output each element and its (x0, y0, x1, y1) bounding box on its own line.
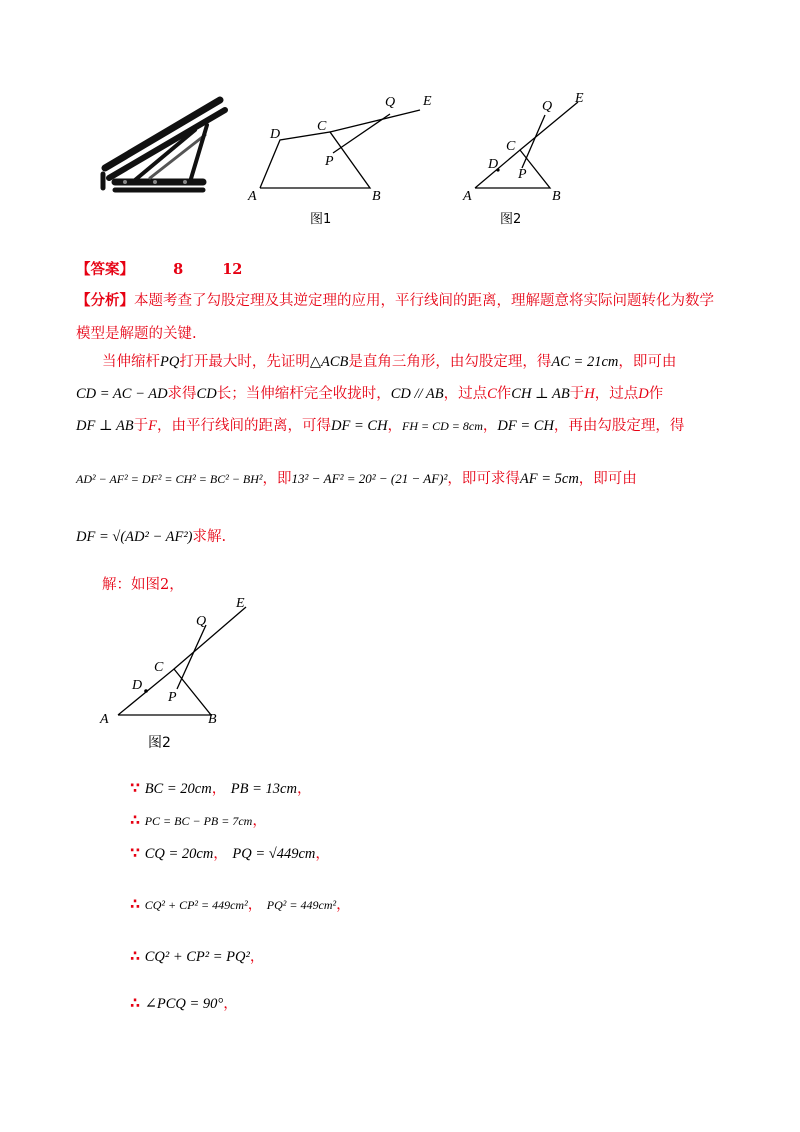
answer-value-1: 8 (173, 261, 184, 278)
analysis-l5-math-4: FH = CD = 8cm (402, 419, 483, 433)
analysis-text-1: 本题考查了勾股定理及其逆定理的应用，平行线间的距离，理解题意将实际问题转化为数学 (134, 293, 714, 309)
analysis-l3-math-3: AC = 21cm (551, 354, 619, 370)
step-3-sep: ， (213, 846, 228, 862)
analysis-label: 【分析】 (76, 292, 134, 309)
solution-step-6 (130, 992, 238, 1013)
analysis-line-7 (76, 525, 226, 546)
analysis-l4-g: 作 (648, 386, 664, 402)
analysis-l3-c: 是直角三角形，由勾股定理，得 (348, 354, 552, 370)
figure-2-diagram (460, 90, 595, 205)
analysis-l6-math-2: 13² − AF² = 20² − (21 − AF)² (291, 471, 448, 486)
step-4-end: ， (336, 897, 351, 913)
step-2-symbol: ∴ (130, 813, 141, 829)
step-1-end: ， (296, 781, 312, 797)
answer-line (76, 258, 242, 279)
step-1-sep: ， (211, 781, 227, 797)
analysis-l5-math-5: DF = CH (497, 418, 554, 434)
analysis-l6-c: ，即可由 (578, 471, 637, 487)
analysis-l5-b: ，由平行线间的距离，可得 (157, 418, 332, 434)
solution-step-4 (130, 893, 351, 914)
step-6-math: ∠PCQ = 90° (144, 996, 224, 1012)
step-3-math-2: PQ = √449cm (232, 846, 316, 862)
analysis-l4-a: 求得 (167, 386, 197, 402)
analysis-l4-f: ，过点 (594, 386, 639, 402)
analysis-line-1 (76, 289, 714, 310)
analysis-l4-math-3: CD // AB (390, 386, 444, 402)
step-1-math-2: PB = 13cm (230, 781, 297, 797)
fig2-label-P: P (518, 167, 527, 182)
fig1-label-D: D (270, 127, 281, 142)
sol-fig-label-Q: Q (196, 614, 207, 629)
fig2-label-D: D (488, 157, 499, 172)
analysis-l4-math-6: H (584, 386, 595, 402)
sol-fig-label-E: E (236, 596, 245, 611)
analysis-l4-math-5: CH ⊥ AB (511, 386, 570, 402)
sol-fig-label-C: C (154, 660, 164, 675)
solution-figure-2-diagram (96, 593, 266, 723)
analysis-l4-b: 长；当伸缩杆完全收拢时， (216, 386, 391, 402)
step-4-math: CQ² + CP² = 449cm² (144, 898, 248, 912)
fig2-label-A: A (463, 189, 472, 204)
analysis-l7-math-1: DF = √(AD² − AF²) (76, 529, 193, 545)
fig2-label-B: B (552, 189, 561, 204)
analysis-l3-d: ，即可由 (618, 354, 677, 370)
figure-row (95, 90, 615, 230)
analysis-l4-c: ，过点 (443, 386, 488, 402)
fig2-label-C: C (506, 139, 516, 154)
analysis-l3-math-1: PQ (160, 354, 180, 370)
analysis-l5-a: 于 (133, 418, 149, 434)
step-4-math-2: PQ² = 449cm² (266, 898, 337, 912)
analysis-l5-math-2: F (148, 418, 158, 434)
solution-step-1 (130, 777, 311, 798)
step-4-symbol: ∴ (130, 897, 141, 913)
step-5-end: ， (249, 949, 265, 965)
sol-fig-label-B: B (208, 712, 217, 723)
step-2-end: ， (252, 813, 267, 829)
solution-intro: 解：如图2， (102, 577, 184, 593)
step-2-math: PC = BC − PB = 7cm (144, 814, 253, 828)
step-5-math: CQ² + CP² = PQ² (144, 949, 250, 965)
sol-fig-label-D: D (132, 678, 143, 693)
analysis-text-2: 模型是解题的关键. (76, 326, 197, 342)
figure-2-caption: 图2 (500, 212, 522, 227)
analysis-line-2 (76, 322, 197, 343)
step-3-symbol: ∵ (130, 846, 141, 862)
step-6-end: ， (223, 996, 238, 1012)
analysis-l4-math-7: D (638, 386, 649, 402)
step-5-symbol: ∴ (130, 949, 141, 965)
hinge-photo (95, 90, 230, 200)
analysis-l6-math-3: AF = 5cm (519, 471, 579, 487)
answer-value-2: 12 (222, 261, 243, 278)
fig1-label-C: C (317, 119, 327, 134)
analysis-l3-b: 打开最大时，先证明 (179, 354, 310, 370)
analysis-l4-d: 作 (496, 386, 512, 402)
sol-fig-label-A: A (100, 712, 109, 723)
analysis-line-3 (102, 350, 676, 371)
solution-step-5 (130, 945, 264, 966)
analysis-l5-math-3: DF = CH (331, 418, 388, 434)
analysis-l4-math-4: C (487, 386, 497, 402)
analysis-l5-math-1: DF ⊥ AB (76, 418, 134, 434)
fig1-label-B: B (372, 189, 381, 204)
answer-label: 【答案】 (76, 261, 134, 278)
analysis-l5-d: ， (482, 418, 498, 434)
analysis-l3-a: 当伸缩杆 (102, 354, 160, 370)
solution-figure-caption: 图2 (148, 735, 171, 751)
step-4-sep: ， (247, 897, 263, 913)
analysis-l4-math-1: CD = AC − AD (76, 386, 168, 402)
step-1-math: BC = 20cm (144, 781, 212, 797)
solution-figure (96, 593, 266, 727)
analysis-l7-a: 求解. (192, 529, 227, 545)
solution-step-2 (130, 809, 267, 830)
figure-1-caption: 图1 (310, 212, 332, 227)
analysis-l5-e: ，再由勾股定理，得 (553, 418, 685, 434)
analysis-line-6 (76, 467, 637, 488)
solution-step-3 (130, 842, 330, 863)
figure-1-diagram (245, 90, 445, 205)
step-1-symbol: ∵ (130, 781, 141, 797)
fig2-label-Q: Q (542, 99, 553, 114)
fig1-label-E: E (423, 94, 432, 109)
step-6-symbol: ∴ (130, 996, 141, 1012)
fig1-label-Q: Q (385, 95, 396, 110)
analysis-l6-b: ，即可求得 (447, 471, 520, 487)
analysis-l3-math-2: △ACB (309, 354, 349, 370)
step-3-math: CQ = 20cm (144, 846, 214, 862)
analysis-l6-math-1: AD² − AF² = DF² = CH² = BC² − BH² (76, 472, 263, 486)
analysis-l4-math-2: CD (196, 386, 217, 402)
analysis-l5-c: ， (387, 418, 403, 434)
step-3-end: ， (315, 846, 330, 862)
analysis-l6-a: ，即 (262, 471, 292, 487)
analysis-l4-e: 于 (569, 386, 585, 402)
analysis-line-4 (76, 382, 663, 403)
fig2-label-E: E (575, 91, 584, 106)
sol-fig-label-P: P (168, 690, 177, 705)
analysis-line-5 (76, 414, 684, 435)
fig1-label-P: P (325, 154, 334, 169)
fig1-label-A: A (248, 189, 257, 204)
